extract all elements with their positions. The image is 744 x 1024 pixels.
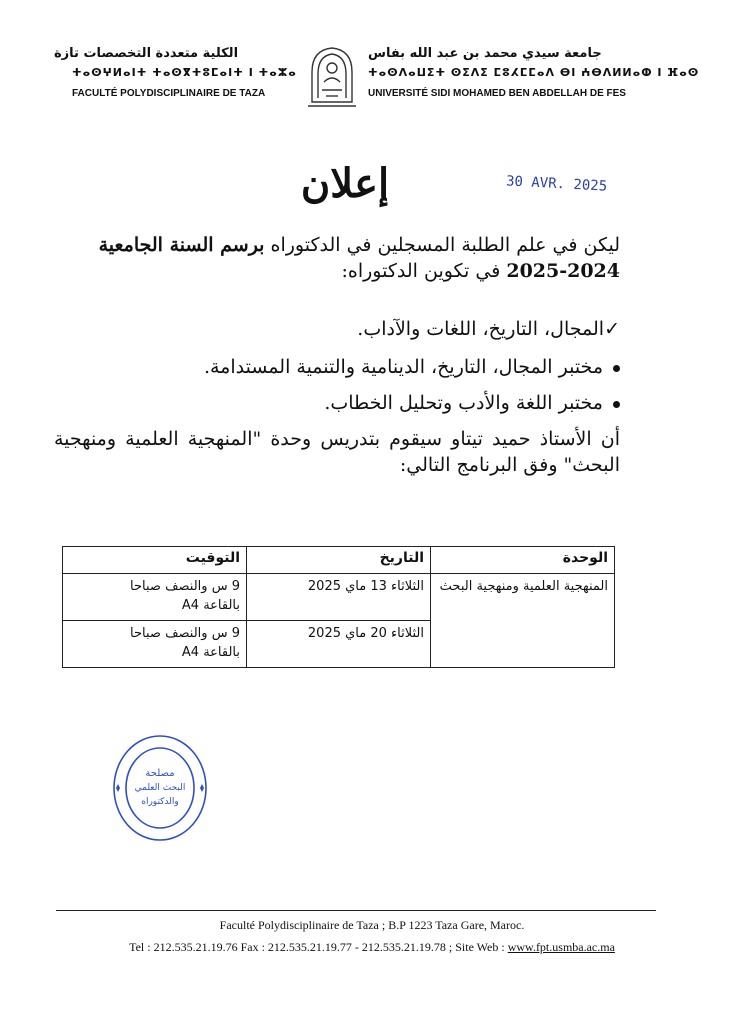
faculty-name-french: FACULTÉ POLYDISCIPLINAIRE DE TAZA — [72, 88, 266, 99]
footer-address: Faculté Polydisciplinaire de Taza ; B.P 1223 Taza Gare, Maroc. — [219, 918, 525, 932]
lab-name: مختبر اللغة والأدب وتحليل الخطاب. — [324, 392, 603, 414]
time-cell — [63, 574, 247, 621]
footer-phones: Tel : 212.535.21.19.76 Fax : 212.535.21.19.77 - 212.535.21.19.78 ; Site Web : — [129, 940, 508, 954]
university-name-french: UNIVERSITÉ SIDI MOHAMED BEN ABDELLAH DE FES — [368, 88, 626, 99]
intro-prefix: ليكن في علم الطلبة المسجلين في الدكتوراه — [264, 234, 620, 256]
header-time: التوقيت — [63, 547, 247, 574]
footer-contact — [0, 940, 744, 955]
footer-divider — [56, 910, 656, 911]
lab-list-item — [60, 354, 620, 380]
intro-text — [60, 232, 620, 284]
table-header-row — [63, 547, 615, 574]
lab-name: مختبر المجال، التاريخ، الدينامية والتنمية المستدامة. — [203, 356, 603, 378]
table-row — [63, 574, 615, 621]
university-logo — [304, 44, 360, 110]
room-text: بالقاعة A4 — [181, 598, 240, 613]
faculty-name-arabic: الكلية متعددة التخصصات تازة — [54, 46, 239, 61]
field-checkmark-item: ✓المجال، التاريخ، اللغات والآداب. — [357, 318, 620, 340]
faculty-name-tifinagh: ⵜⴰⵙⵖⵍⴰⵏⵜ ⵜⴰⵙⴳⵜⵓⵎⴰⵏⵜ ⵏ ⵜⴰⵣⴰ — [72, 66, 297, 79]
stamp-line-3: والدكتوراه — [141, 797, 179, 807]
bullet-icon — [613, 401, 620, 408]
room-text: بالقاعة A4 — [181, 645, 240, 660]
lab-list-item — [60, 390, 620, 416]
time-text: 9 س والنصف صباحا — [130, 626, 240, 641]
header-date: التاريخ — [247, 547, 431, 574]
header-unit: الوحدة — [431, 547, 615, 574]
university-name-tifinagh: ⵜⴰⵙⴷⴰⵡⵉⵜ ⵙⵉⴷⵉ ⵎⵓⵃⵎⵎⴰⴷ ⴱⵏ ⵄⴱⴷⵍⵍⴰⵀ ⵏ ⴼⴰⵙ — [368, 66, 700, 79]
date-stamp: 30 AVR. 2025 — [505, 173, 608, 195]
time-text: 9 س والنصف صباحا — [130, 579, 240, 594]
bullet-icon — [613, 365, 620, 372]
course-paragraph: أن الأستاذ حميد تيتاو سيقوم بتدريس وحدة "المنهجية العلمية ومنهجية البحث" وفق البرنامج التالي: — [54, 428, 620, 476]
intro-academic-year-label: برسم السنة الجامعية — [98, 234, 265, 256]
time-cell — [63, 621, 247, 668]
date-cell: الثلاثاء 13 ماي 2025 — [247, 574, 431, 621]
stamp-line-1: مصلحة — [145, 768, 175, 779]
stamp-line-2: البحث العلمي — [134, 783, 186, 793]
academic-year: 2025-2024 — [506, 260, 620, 282]
website-link[interactable]: www.fpt.usmba.ac.ma — [507, 940, 615, 954]
unit-cell: المنهجية العلمية ومنهجية البحث — [431, 574, 615, 668]
date-cell: الثلاثاء 20 ماي 2025 — [247, 621, 431, 668]
intro-suffix: في تكوين الدكتوراه: — [341, 260, 507, 282]
official-stamp — [110, 732, 210, 844]
announcement-title: إعلان — [300, 160, 390, 207]
schedule-table — [62, 546, 615, 668]
university-name-arabic: جامعة سيدي محمد بن عبد الله بفاس — [368, 46, 602, 61]
